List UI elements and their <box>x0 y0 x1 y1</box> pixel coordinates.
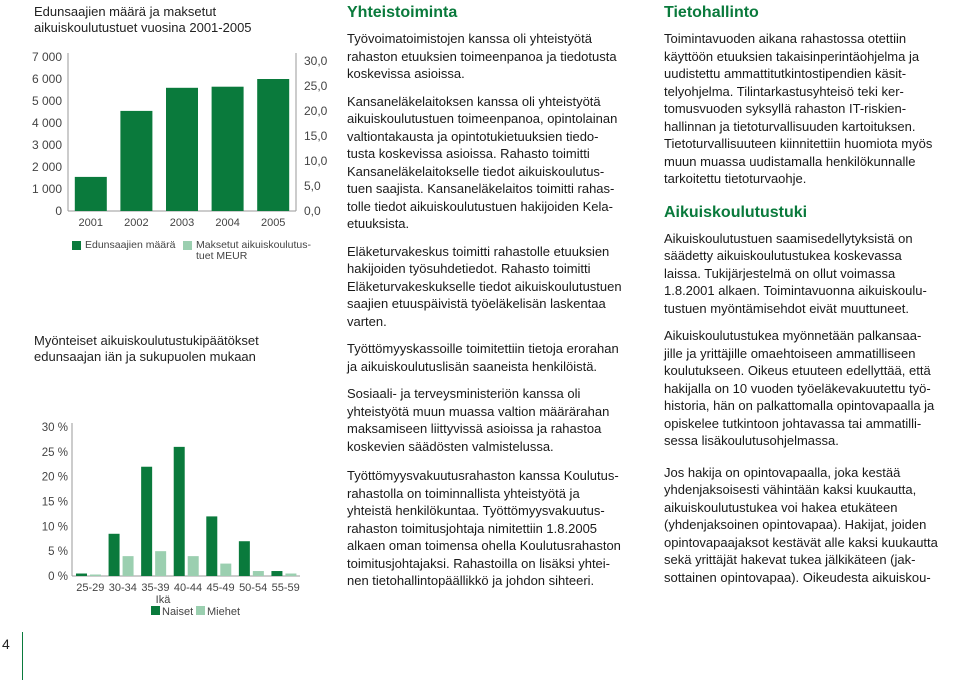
chart2-bar-men <box>285 574 296 576</box>
chart2-bar-women <box>76 574 87 576</box>
para-opintovapaa <box>664 464 960 587</box>
chart1-bar-recipients <box>212 87 244 211</box>
chart2-bar-women <box>206 516 217 576</box>
para-stm-line: koskevien säädösten valmistelussa. <box>347 438 554 454</box>
chart2-title <box>34 333 259 364</box>
para-tyottomyyskassat <box>347 340 652 375</box>
para-saamisedellytykset-line: laissa. Tukijärjestelmä on ollut voimassa <box>664 265 896 281</box>
para-tyottomyysvakuutusrahasto-line: rahaston toimitusjohtaja nimitettiin 1.8.2005 <box>347 520 598 536</box>
chart1-bar-recipients <box>166 88 198 211</box>
heading-tietohallinto: Tietohallinto <box>664 4 759 21</box>
chart2-title-line1: Myönteiset aikuiskoulutustukipäätökset <box>34 333 259 348</box>
legend-label-recipients: Edunsaajien määrä <box>85 239 176 251</box>
chart2-tick-label: 20 % <box>41 471 68 484</box>
para-saamisedellytykset-line: Aikuiskoulutustuen saamisedellytyksistä on <box>664 230 913 246</box>
para-opintovapaa-line: sottainen opintovapaa). Oikeudesta aikuiskou- <box>664 569 931 585</box>
para-tyovoimatoimistot-line: koskevissa asioissa. <box>347 66 465 81</box>
chart1-category-label: 2004 <box>215 217 240 229</box>
para-tyottomyysvakuutusrahasto-line: alkaen oman toimensa ohella Koulutusrahaston <box>347 538 621 553</box>
para-myontaminen-line: hakijalla on 10 vuoden työeläkevakuutettu työ- <box>664 380 931 396</box>
para-elaketurvakeskus-line: Eläketurvakeskus toimitti rahastolle etuuksien <box>347 243 610 259</box>
para-saamisedellytykset-line: tustuen myöntämisehdot eivät muuttuneet. <box>664 300 909 316</box>
chart1-right-tick-label: 20,0 <box>304 104 328 118</box>
para-kansanelakelaitos <box>347 93 652 233</box>
chart2-tick-label: 5 % <box>48 546 68 559</box>
para-opintovapaa-line: sekä yrittäjät hakevat tukea jälkikäteen (jak- <box>664 552 916 567</box>
chart2-tick-label: 15 % <box>41 496 68 509</box>
legend-item-recipients <box>72 240 175 251</box>
chart2-bar-men <box>220 564 231 576</box>
legend-item-payments <box>183 240 311 262</box>
chart2-bar-men <box>90 575 101 576</box>
chart1-left-tick-label: 4 000 <box>31 116 62 130</box>
para-tietohallinto-line: Toimintavuoden aikana rahastossa otettiin <box>664 31 907 46</box>
chart2-category-label: 25-29 <box>76 582 105 594</box>
para-myontaminen-line: sessa lisäkoulutusohjelmassa. <box>664 433 839 448</box>
legend-label-payments-line2: tuet MEUR <box>196 250 248 262</box>
para-kansanelakelaitos-line: tolle tiedot aikuiskoulutustuen hakijoiden Kela- <box>347 198 613 214</box>
chart2-bar-women <box>239 541 250 576</box>
para-opintovapaa-line: yhdenjaksoisesti vähintään kaksi kuukautta, <box>664 482 917 497</box>
para-kansanelakelaitos-line: valtiontakausta ja opintotukietuuksien tiedo- <box>347 128 599 144</box>
legend-label-payments-line1: Maksetut aikuiskoulutus- <box>196 239 311 251</box>
para-saamisedellytykset <box>664 230 960 318</box>
chart1-category-label: 2003 <box>169 217 195 229</box>
chart1-right-tick-label: 0,0 <box>304 204 321 218</box>
chart2-bar-men <box>155 551 166 576</box>
para-tyovoimatoimistot <box>347 30 652 83</box>
chart1-category-label: 2001 <box>78 217 104 229</box>
chart2-tick-label: 30 % <box>41 422 68 434</box>
chart1-right-tick-label: 10,0 <box>304 154 328 168</box>
column-tietohallinto <box>664 4 960 596</box>
chart1-category-label: 2002 <box>124 217 149 229</box>
chart2-legend-label-men: Miehet <box>207 606 241 618</box>
chart1-left-tick-label: 3 000 <box>31 138 62 152</box>
chart1-left-tick-label: 1 000 <box>31 182 62 196</box>
chart1-right-tick-label: 30,0 <box>304 54 328 68</box>
chart2-category-label: 30-34 <box>108 582 137 594</box>
para-myontaminen <box>664 327 960 450</box>
para-tyottomyyskassat-line: ja aikuiskoulutuslisän saaneista henkilöistä. <box>347 358 598 374</box>
chart1-title-line2: aikuiskoulutustuet vuosina 2001-2005 <box>34 19 252 35</box>
para-kansanelakelaitos-line: Kansaneläkelaitoksen kanssa oli yhteistyötä <box>347 93 601 109</box>
chart1-left-tick-label: 7 000 <box>31 50 62 64</box>
para-kansanelakelaitos-line: tuen saajista. Kansaneläkelaitos toimitti rahas- <box>347 181 615 196</box>
para-myontaminen-line: Aikuiskoulutustukea myönnetään palkansaa- <box>664 328 922 343</box>
chart1-right-tick-label: 5,0 <box>304 179 321 193</box>
chart2-bar-men <box>253 571 264 576</box>
para-kansanelakelaitos-line: tusta koskevissa asioissa. Rahasto toimitti <box>347 146 590 161</box>
chart2-bar-women <box>141 467 152 576</box>
footer-rule <box>22 632 23 680</box>
chart2-category-label: 40-44 <box>173 582 203 594</box>
para-tyottomyysvakuutusrahasto-line: toimitusjohtajaksi. Rahastoilla on lisäksi yhtei- <box>347 555 611 571</box>
para-tietohallinto-line: telyohjelma. Tilintarkastusyhteisö teki ker- <box>664 83 904 99</box>
chart2-bar-men <box>188 556 199 576</box>
chart1-left-tick-label: 6 000 <box>31 72 62 86</box>
para-tyottomyysvakuutusrahasto-line: nen tietohallintopäällikkö ja johdon sihteeri. <box>347 573 595 588</box>
para-tyottomyysvakuutusrahasto-line: yhteistä henkilökuntaa. Työttömyysvakuutus- <box>347 503 605 518</box>
column-yhteistoiminta <box>347 4 652 600</box>
para-tietohallinto-line: Tietoturvallisuuteen kiinnitettiin huomiota myös <box>664 136 933 151</box>
para-tyottomyysvakuutusrahasto <box>347 467 652 590</box>
chart1-right-tick-label: 15,0 <box>304 129 328 143</box>
para-myontaminen-line: jille ja yrittäjille omaehtoiseen ammatilliseen <box>664 345 916 361</box>
chart1-bar-recipients <box>75 177 107 211</box>
para-myontaminen-line: historia, hän on palkattomalla opintovapaalla ja <box>664 398 935 413</box>
para-stm-line: maksamiseen liittyvissä asioissa ja rahastoa <box>347 421 602 436</box>
para-tietohallinto-line: uudistettu ammattitutkintostipendien käsit- <box>664 66 907 81</box>
heading-yhteistoiminta: Yhteistoiminta <box>347 4 458 21</box>
para-tietohallinto-line: tarkoitettu tietoturvaohje. <box>664 171 807 186</box>
para-elaketurvakeskus-line: saajien etuuspäivistä työeläkelisän laskentaa <box>347 296 606 311</box>
para-tyottomyyskassat-line: Työttömyyskassoille toimitettiin tietoja erorahan <box>347 341 619 356</box>
para-kansanelakelaitos-line: etuuksista. <box>347 216 410 231</box>
chart2 <box>0 410 340 620</box>
chart2-bar-women <box>174 447 185 576</box>
para-tyottomyysvakuutusrahasto-line: rahastolla on toiminnallista yhteistyötä ja <box>347 485 580 501</box>
chart2-legend-swatch-men <box>196 606 205 615</box>
chart1-bar-recipients <box>120 111 152 211</box>
para-myontaminen-line: opiskelee tutkintoon johtavassa tai ammatilli- <box>664 415 922 431</box>
chart2-category-label: 45-49 <box>206 582 235 594</box>
chart1-left-tick-label: 0 <box>55 204 62 218</box>
chart1-title-line1: Edunsaajien määrä ja maksetut <box>34 4 217 19</box>
para-tietohallinto-line: hallinnan ja tietoturvallisuuden kartoituksen. <box>664 118 916 134</box>
para-kansanelakelaitos-line: aikuiskoulutustuen toimeenpanoa, opintolainan <box>347 111 618 126</box>
chart2-tick-label: 10 % <box>41 521 68 534</box>
chart2-bar-men <box>123 556 134 576</box>
para-saamisedellytykset-line: säädetty aikuiskoulutustukea koskevassa <box>664 248 902 263</box>
chart2-category-label: 50-54 <box>239 582 268 594</box>
chart2-bar-women <box>109 534 120 576</box>
para-elaketurvakeskus-line: hakijoiden työsuhdetiedot. Rahasto toimitti <box>347 261 591 276</box>
para-tietohallinto-line: käyttöön etuuksien takaisinperintäohjelma ja <box>664 48 920 64</box>
para-saamisedellytykset-line: 1.8.2001 alkaen. Toimintavuonna aikuiskoulu- <box>664 283 927 298</box>
para-myontaminen-line: koulutukseen. Oikeus etuuteen edellyttää, että <box>664 363 931 378</box>
para-opintovapaa-line: aikuiskoulutustukea voi hakea etukäteen <box>664 499 898 515</box>
para-kansanelakelaitos-line: Kansaneläkelaitokselle tiedot aikuiskoulutus- <box>347 163 605 179</box>
para-tyovoimatoimistot-line: rahaston etuuksien toimeenpanoa ja tiedotusta <box>347 48 617 64</box>
chart2-x-label: Ikä <box>155 594 171 606</box>
chart2-legend-label-women: Naiset <box>162 606 194 618</box>
para-elaketurvakeskus-line: varten. <box>347 313 387 329</box>
para-stm-line: yhteistyötä muun muassa valtion määrärahan <box>347 403 610 419</box>
para-elaketurvakeskus-line: Eläketurvakeskukselle tiedot aikuiskoulutustuen <box>347 278 622 294</box>
para-elaketurvakeskus <box>347 243 652 331</box>
para-tietohallinto-line: tomusvuoden syksyllä rahaston IT-riskien- <box>664 101 907 116</box>
para-tyottomyysvakuutusrahasto-line: Työttömyysvakuutusrahaston kanssa Koulutus- <box>347 468 619 483</box>
chart2-tick-label: 0 % <box>48 571 68 583</box>
chart1-right-tick-label: 25,0 <box>304 79 328 93</box>
para-stm <box>347 385 652 455</box>
page-number: 4 <box>2 636 10 652</box>
chart2-tick-label: 25 % <box>41 446 68 459</box>
chart1 <box>0 0 340 280</box>
para-opintovapaa-line: (yhdenjaksoinen opintovapaa). Hakijat, joiden <box>664 517 927 532</box>
chart2-category-label: 55-59 <box>271 582 300 594</box>
para-tietohallinto-line: muun muassa uudistamalla henkilökunnalle <box>664 153 916 169</box>
chart2-bar-women <box>271 571 282 576</box>
chart1-left-tick-label: 5 000 <box>31 94 62 108</box>
legend-swatch-payments <box>183 241 192 250</box>
chart2-category-label: 35-39 <box>141 582 170 594</box>
para-opintovapaa-line: Jos hakija on opintovapaalla, joka kestää <box>664 464 901 480</box>
para-tyovoimatoimistot-line: Työvoimatoimistojen kanssa oli yhteistyötä <box>347 31 592 46</box>
chart2-title-line2: edunsaajan iän ja sukupuolen mukaan <box>34 348 256 364</box>
para-tietohallinto <box>664 30 960 188</box>
chart1-category-label: 2005 <box>260 217 286 229</box>
legend-swatch-recipients <box>72 241 81 250</box>
para-opintovapaa-line: opintovapaajaksot kestävät alle kaksi kuukautta <box>664 534 938 550</box>
heading-aikuiskoulutustuki: Aikuiskoulutustuki <box>664 203 808 221</box>
chart1-bar-recipients <box>257 79 289 211</box>
chart2-legend-swatch-women <box>151 606 160 615</box>
para-stm-line: Sosiaali- ja terveysministeriön kanssa oli <box>347 386 581 401</box>
chart1-left-tick-label: 2 000 <box>31 160 62 174</box>
